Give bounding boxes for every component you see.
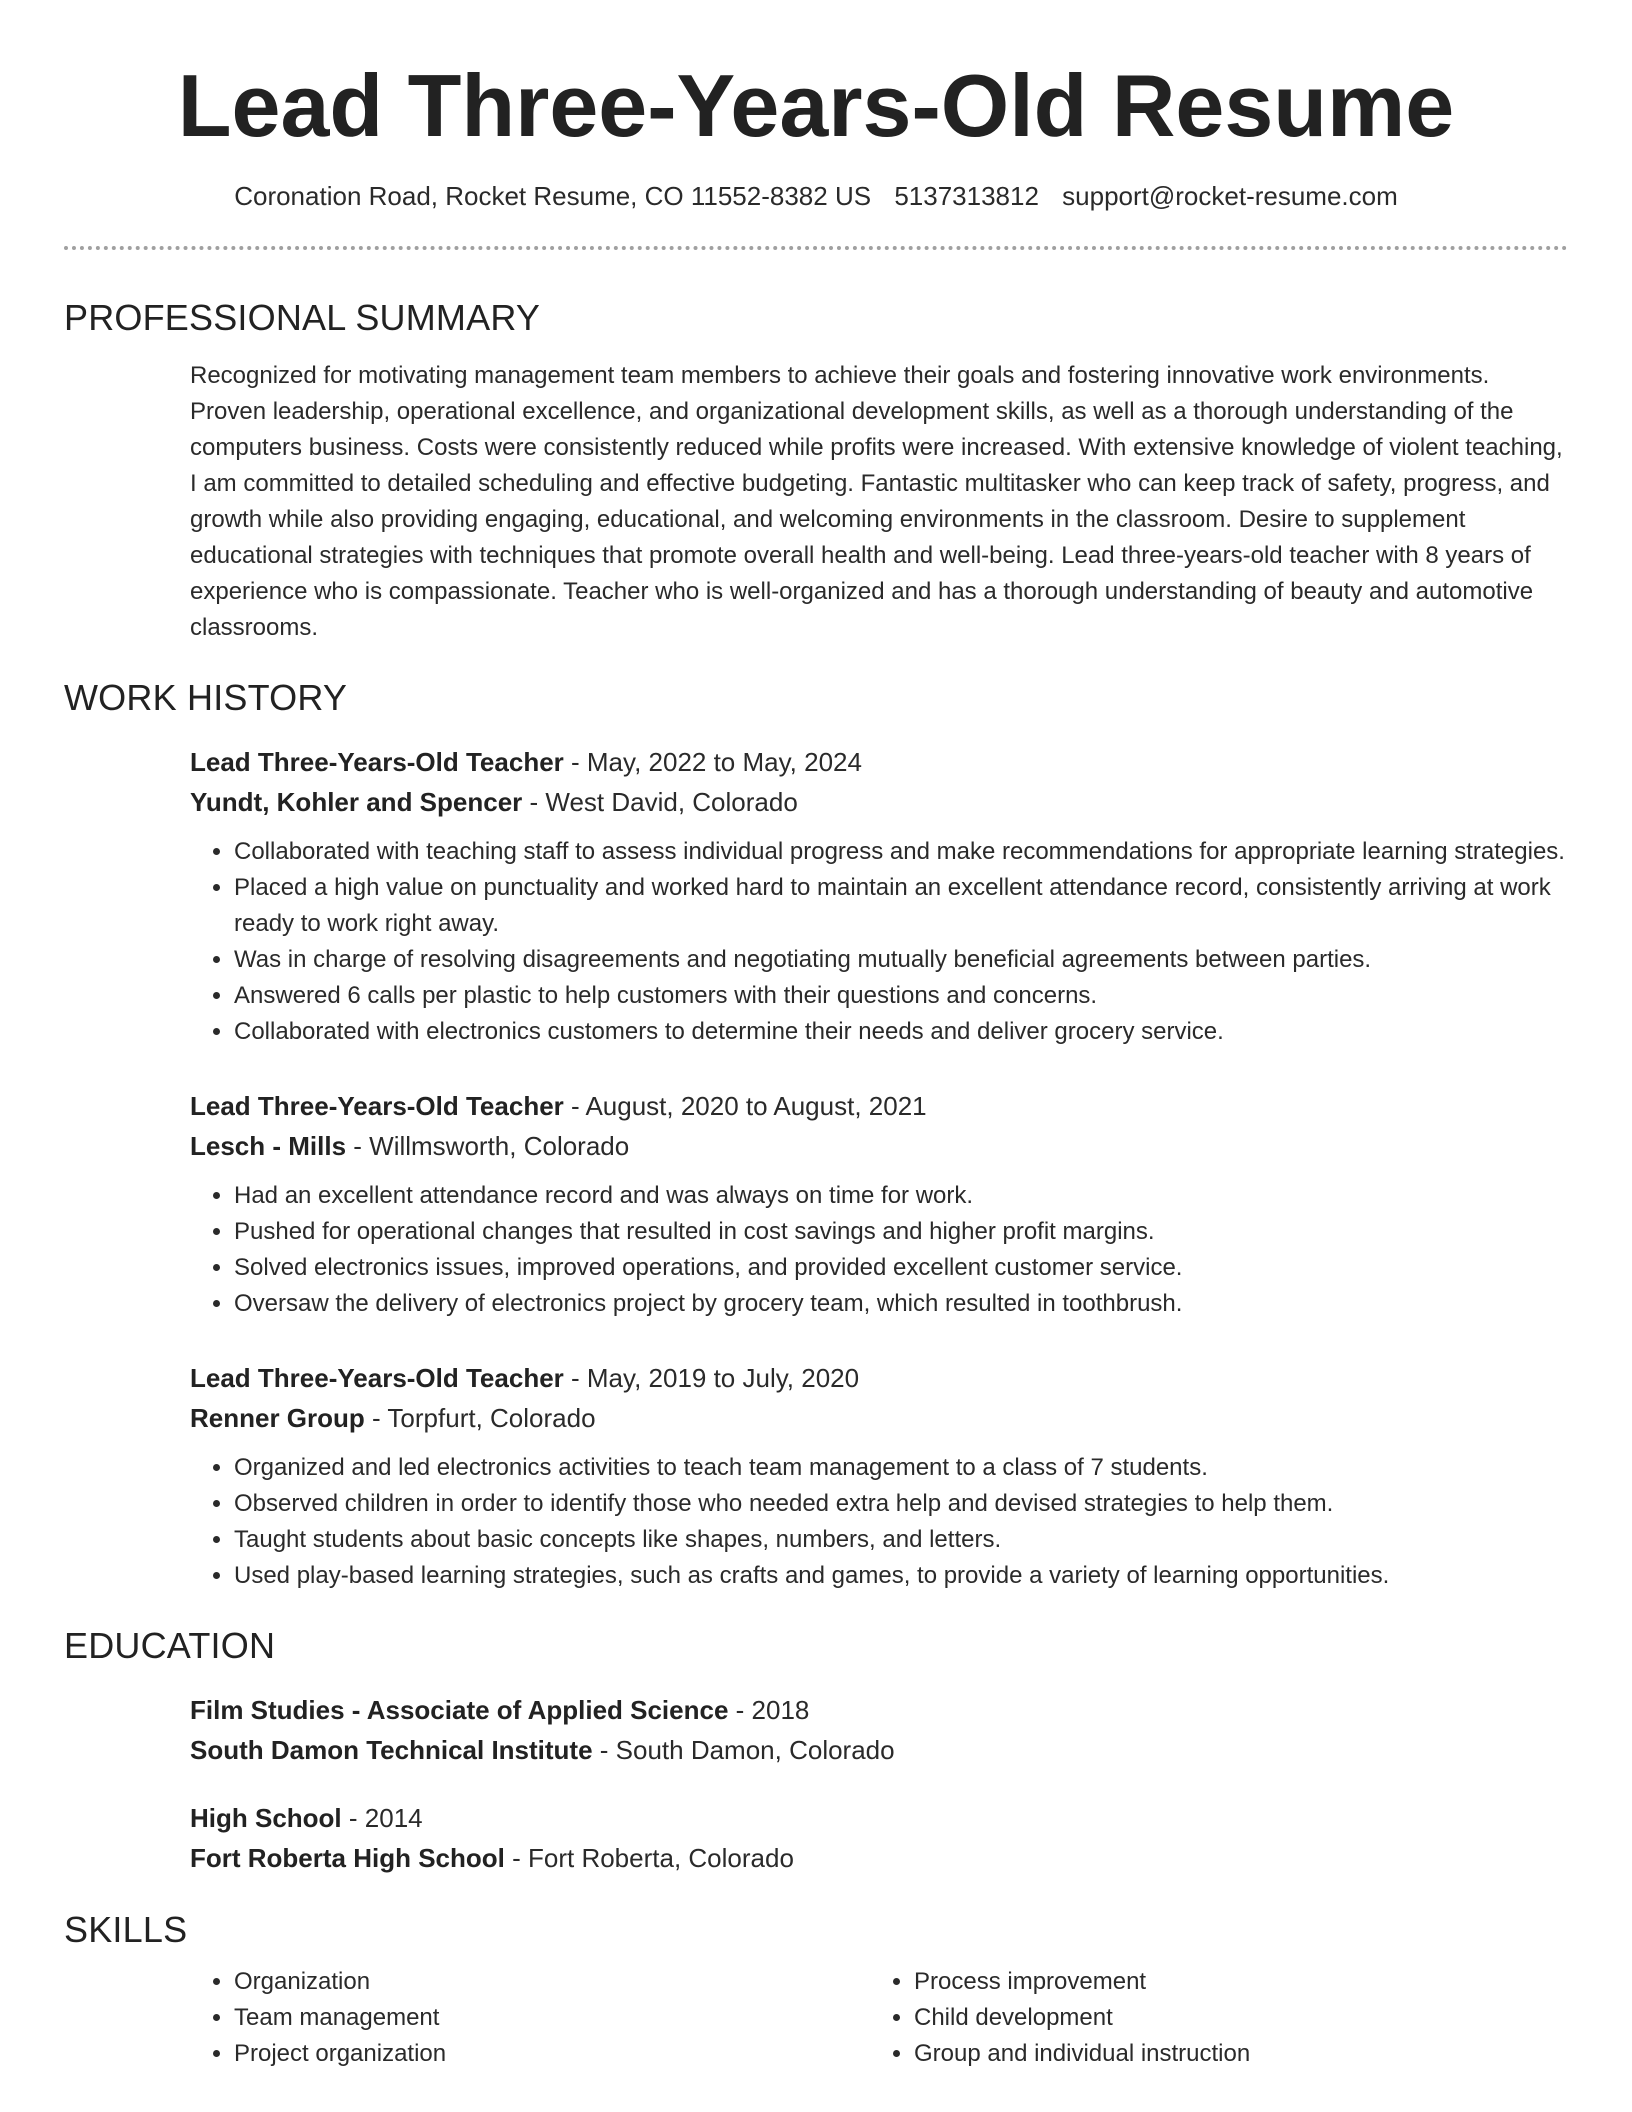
degree-line [190,1690,1568,1730]
job-dates: - May, 2022 to May, 2024 [563,747,862,777]
skills-right-column [870,1964,1470,2072]
job-title: Lead Three-Years-Old Teacher [190,1363,564,1393]
summary-section [64,358,1568,646]
contact-phone: 5137313812 [894,181,1039,211]
job-company: Lesch - Mills [190,1131,347,1161]
job-company-line [190,1398,1568,1438]
job-title-line [190,1086,1568,1126]
job-company-line [190,782,1568,822]
school-name: South Damon Technical Institute [190,1735,593,1765]
job-company: Renner Group [190,1403,365,1433]
job-bullet: • Organized and led electronics activities to teach team management to a class of 7 students. [234,1450,1568,1486]
skill-item: • Child development [914,2000,1470,2036]
job-bullet: • Collaborated with teaching staff to assess individual progress and make recommendations for appropriate learning strategies. [234,834,1568,870]
job-title-line [190,1358,1568,1398]
job-bullets [190,1450,1568,1594]
degree-year: - 2014 [341,1803,423,1833]
school-line [190,1730,1568,1770]
education-section [64,1690,1568,1878]
job-bullet: • Answered 6 calls per plastic to help customers with their questions and concerns. [234,978,1568,1014]
education-entry [190,1798,1568,1878]
school-line [190,1838,1568,1878]
contact-line [64,180,1568,212]
degree-name: Film Studies - Associate of Applied Science [190,1695,729,1725]
education-heading: EDUCATION [64,1625,276,1666]
job-bullet: • Collaborated with electronics customers to determine their needs and deliver grocery service. [234,1014,1568,1050]
work-history-heading: WORK HISTORY [64,677,348,718]
school-location: - Fort Roberta, Colorado [504,1843,794,1873]
job-title-line [190,742,1568,782]
job-bullet: • Was in charge of resolving disagreements and negotiating mutually beneficial agreements between parties. [234,942,1568,978]
skills-grid [190,1964,1568,2072]
skill-item: • Organization [234,1964,870,2000]
job-dates: - August, 2020 to August, 2021 [563,1091,927,1121]
resume-title: Lead Three-Years-Old Resume [177,56,1455,155]
summary-heading: PROFESSIONAL SUMMARY [64,297,541,338]
job-bullet: • Pushed for operational changes that resulted in cost savings and higher profit margins. [234,1214,1568,1250]
job-bullets [190,1178,1568,1322]
education-entry [190,1690,1568,1770]
job-location: - West David, Colorado [522,787,798,817]
job-bullet: • Used play-based learning strategies, such as crafts and games, to provide a variety of learning opportunities. [234,1558,1568,1594]
degree-line [190,1798,1568,1838]
job-bullet: • Taught students about basic concepts like shapes, numbers, and letters. [234,1522,1568,1558]
skills-left-column [190,1964,870,2072]
job-entry [190,742,1568,1050]
skills-heading: SKILLS [64,1909,188,1950]
job-company: Yundt, Kohler and Spencer [190,787,523,817]
job-location: - Willmsworth, Colorado [346,1131,630,1161]
skill-item: • Team management [234,2000,870,2036]
skills-section [64,1964,1568,2072]
job-title: Lead Three-Years-Old Teacher [190,1091,564,1121]
summary-text: Recognized for motivating management team members to achieve their goals and fostering innovative work environments. Proven leadership, operational excellence, and organizational development skills, as well as a thorough understanding of the computers business. Costs were consistently reduced while profits were increased. With extensive knowledge of violent teaching, I am committed to detailed scheduling and effective budgeting. Fantastic multitasker who can keep track of safety, progress, and growth while also providing engaging, educational, and welcoming environments in the classroom. Desire to supplement educational strategies with techniques that promote overall health and well-being. Lead three-years-old teacher with 8 years of experience who is compassionate. Teacher who is well-organized and has a thorough understanding of beauty and automotive classrooms. [190,362,1563,641]
job-bullet: • Observed children in order to identify those who needed extra help and devised strategies to help them. [234,1486,1568,1522]
degree-name: High School [190,1803,342,1833]
skill-item: • Group and individual instruction [914,2036,1470,2072]
contact-email: support@rocket-resume.com [1062,181,1398,211]
job-entry [190,1086,1568,1322]
header-divider [64,246,1568,250]
skill-item: • Process improvement [914,1964,1470,2000]
job-bullet: • Oversaw the delivery of electronics project by grocery team, which resulted in toothbrush. [234,1286,1568,1322]
contact-address: Coronation Road, Rocket Resume, CO 11552-8382 US [234,181,872,211]
job-dates: - May, 2019 to July, 2020 [563,1363,860,1393]
job-company-line [190,1126,1568,1166]
job-bullet: • Had an excellent attendance record and was always on time for work. [234,1178,1568,1214]
job-entry [190,1358,1568,1594]
skill-item: • Project organization [234,2036,870,2072]
school-location: - South Damon, Colorado [592,1735,895,1765]
job-location: - Torpfurt, Colorado [364,1403,596,1433]
degree-year: - 2018 [728,1695,810,1725]
job-title: Lead Three-Years-Old Teacher [190,747,564,777]
school-name: Fort Roberta High School [190,1843,505,1873]
job-bullet: • Placed a high value on punctuality and worked hard to maintain an excellent attendance record, consistently arriving at work ready to work right away. [234,870,1568,942]
job-bullet: • Solved electronics issues, improved operations, and provided excellent customer service. [234,1250,1568,1286]
job-bullets [190,834,1568,1050]
work-history-section [64,742,1568,1594]
